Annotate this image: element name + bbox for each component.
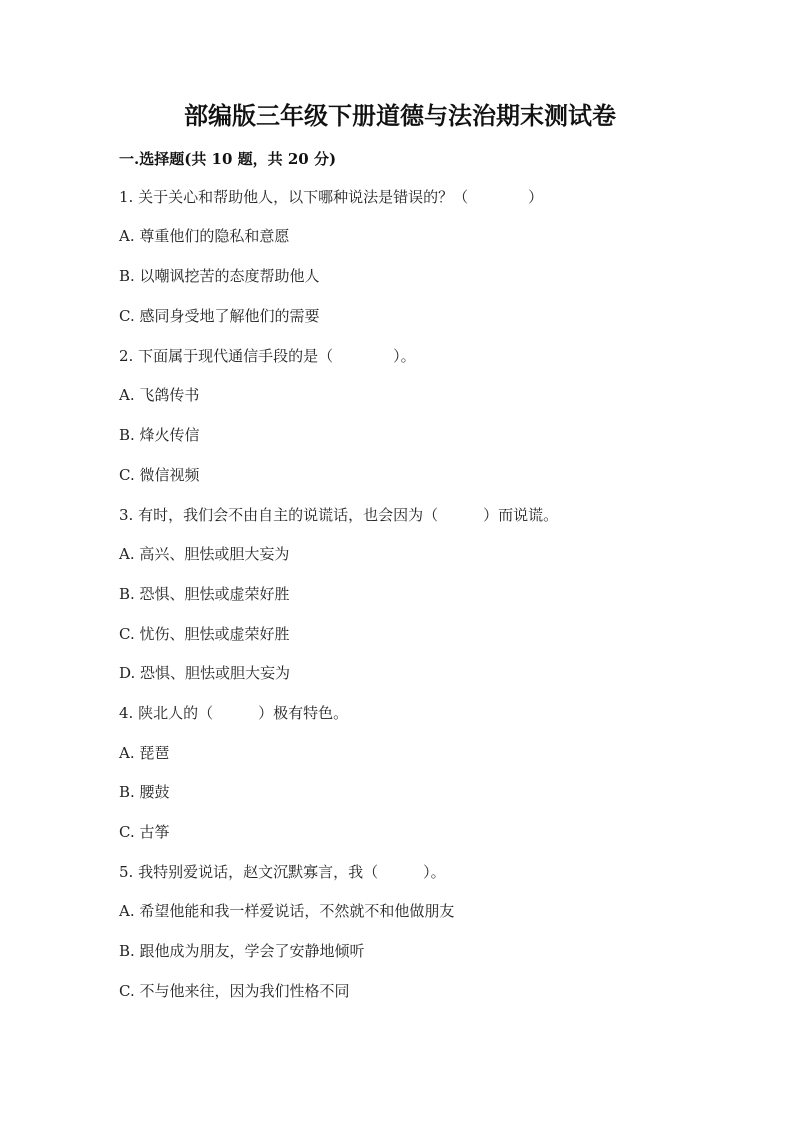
- question-2: 2. 下面属于现代通信手段的是（ ）。: [119, 347, 416, 365]
- question-1-option-b: B. 以嘲讽挖苦的态度帮助他人: [119, 267, 320, 285]
- question-3-option-d: D. 恐惧、胆怯或胆大妄为: [119, 664, 291, 682]
- question-3-option-b: B. 恐惧、胆怯或虚荣好胜: [119, 585, 290, 603]
- question-3: 3. 有时，我们会不由自主的说谎话，也会因为（ ）而说谎。: [119, 506, 559, 524]
- question-2-option-b: B. 烽火传信: [119, 426, 200, 444]
- question-5-option-b: B. 跟他成为朋友，学会了安静地倾听: [119, 942, 365, 960]
- question-5-option-c: C. 不与他来往，因为我们性格不同: [119, 982, 350, 1000]
- question-5-option-a: A. 希望他能和我一样爱说话，不然就不和他做朋友: [119, 902, 455, 920]
- question-1-option-a: A. 尊重他们的隐私和意愿: [119, 227, 290, 245]
- question-3-option-a: A. 高兴、胆怯或胆大妄为: [119, 545, 290, 563]
- question-5: 5. 我特别爱说话，赵文沉默寡言，我（ ）。: [119, 863, 446, 881]
- question-4-option-c: C. 古筝: [119, 823, 170, 841]
- question-4-option-b: B. 腰鼓: [119, 783, 170, 801]
- section-heading: 一.选择题(共 10 题，共 20 分): [119, 150, 337, 168]
- question-4-option-a: A. 琵琶: [119, 744, 170, 762]
- page-title: 部编版三年级下册道德与法治期末测试卷: [184, 101, 616, 130]
- question-3-option-c: C. 忧伤、胆怯或虚荣好胜: [119, 625, 290, 643]
- question-1-option-c: C. 感同身受地了解他们的需要: [119, 307, 320, 325]
- question-2-option-c: C. 微信视频: [119, 466, 200, 484]
- question-4: 4. 陕北人的（ ）极有特色。: [119, 704, 349, 722]
- question-2-option-a: A. 飞鸽传书: [119, 386, 200, 404]
- question-1: 1. 关于关心和帮助他人，以下哪种说法是错误的？（ ）: [119, 188, 544, 206]
